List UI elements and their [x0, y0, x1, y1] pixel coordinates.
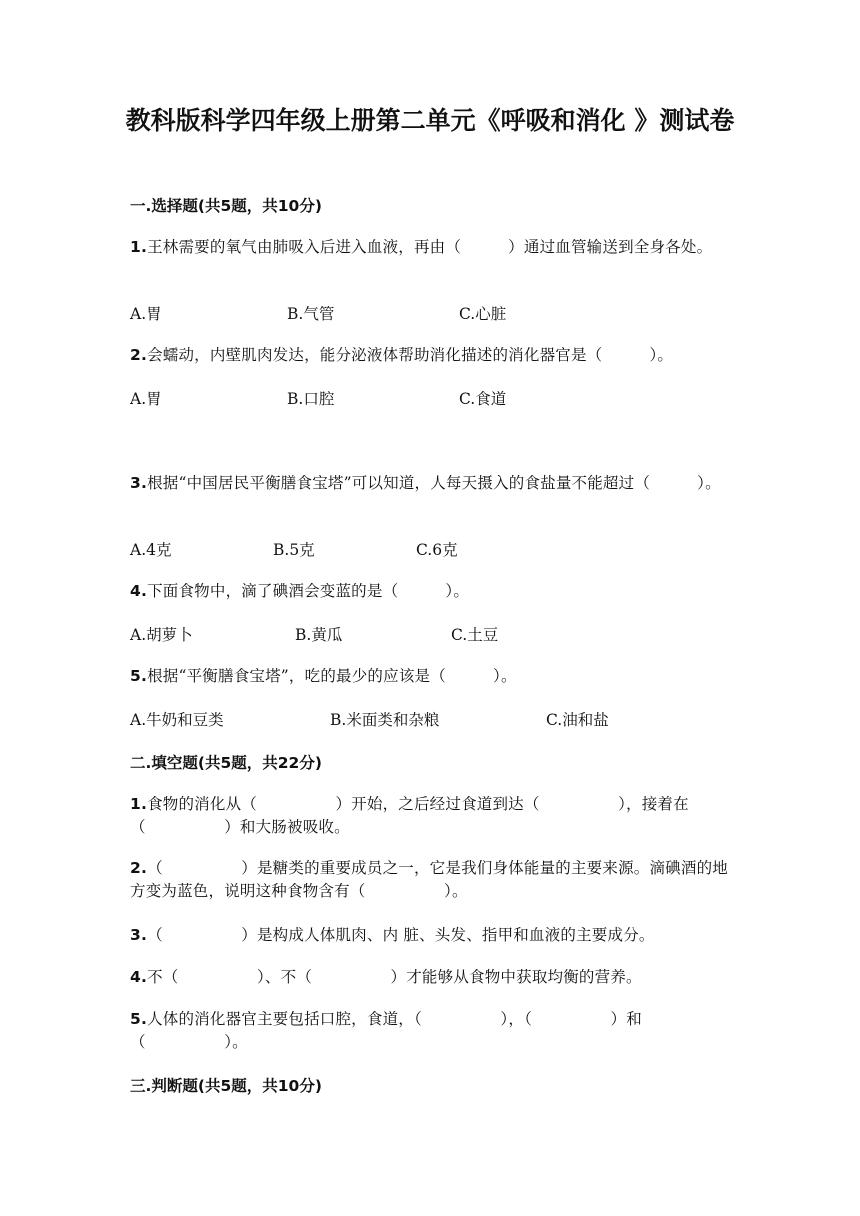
question-5 — [130, 665, 735, 688]
option-a: A.牛奶和豆类 — [130, 711, 224, 729]
question-number: 3. — [130, 926, 148, 944]
question-number: 4. — [130, 582, 148, 600]
option-c: C.食道 — [459, 390, 507, 408]
question-number: 1. — [130, 795, 148, 813]
fill-question-1 — [130, 793, 735, 839]
question-text: 人体的消化器官主要包括口腔，食道，（ ），（ ）和（ ）。 — [130, 1010, 642, 1051]
option-c: C.6克 — [416, 541, 458, 559]
question-text: 会蠕动，内壁肌肉发达，能分泌液体帮助消化描述的消化器官是（ ）。 — [147, 346, 674, 364]
option-b: B.米面类和杂粮 — [330, 711, 440, 729]
option-a: A.胃 — [130, 390, 162, 408]
page-title: 教科版科学四年级上册第二单元《呼吸和消化 》测试卷 — [125, 106, 735, 135]
question-text: 不（ ）、不（ ）才能够从食物中获取均衡的营养。 — [147, 968, 642, 986]
option-b: B.5克 — [273, 541, 315, 559]
question-number: 3. — [130, 474, 148, 492]
question-number: 1. — [130, 238, 148, 256]
question-text: 食物的消化从（ ）开始，之后经过食道到达（ ），接着在（ ）和大肠被吸收。 — [130, 795, 689, 836]
question-text: 根据“平衡膳食宝塔”，吃的最少的应该是（ ）。 — [147, 667, 517, 685]
question-number: 5. — [130, 667, 148, 685]
option-a: A.胃 — [130, 305, 162, 323]
question-text: 根据“中国居民平衡膳食宝塔”可以知道，人每天摄入的食盐量不能超过（ ）。 — [147, 474, 721, 492]
option-a: A.胡萝卜 — [130, 626, 193, 644]
option-b: B.气管 — [287, 305, 335, 323]
fill-question-3 — [130, 924, 735, 947]
option-b: B.黄瓜 — [295, 626, 343, 644]
option-b: B.口腔 — [287, 390, 335, 408]
question-text: （ ）是构成人体肌肉、内 脏、头发、指甲和血液的主要成分。 — [147, 926, 655, 944]
question-1 — [130, 236, 735, 259]
option-c: C.油和盐 — [546, 711, 609, 729]
question-text: 下面食物中，滴了碘酒会变蓝的是（ ）。 — [147, 582, 470, 600]
question-4 — [130, 580, 735, 603]
fill-question-4 — [130, 966, 735, 989]
question-text: 王林需要的氧气由肺吸入后进入血液，再由（ ）通过血管输送到全身各处。 — [147, 238, 713, 256]
question-3 — [130, 472, 735, 495]
section-heading-fill: 二.填空题(共5题，共22分) — [130, 754, 322, 772]
option-a: A.4克 — [130, 541, 172, 559]
question-number: 2. — [130, 346, 148, 364]
question-number: 5. — [130, 1010, 148, 1028]
fill-question-2 — [130, 857, 735, 903]
question-number: 2. — [130, 859, 148, 877]
question-2 — [130, 344, 735, 367]
fill-question-5 — [130, 1008, 735, 1054]
option-c: C.心脏 — [459, 305, 507, 323]
option-c: C.土豆 — [451, 626, 499, 644]
section-heading-choice: 一.选择题(共5题，共10分) — [130, 197, 322, 215]
section-heading-judge: 三.判断题(共5题，共10分) — [130, 1077, 322, 1095]
question-text: （ ）是糖类的重要成员之一，它是我们身体能量的主要来源。滴碘酒的地方变为蓝色，说明这种食物含有（ ）。 — [130, 859, 728, 900]
question-number: 4. — [130, 968, 148, 986]
